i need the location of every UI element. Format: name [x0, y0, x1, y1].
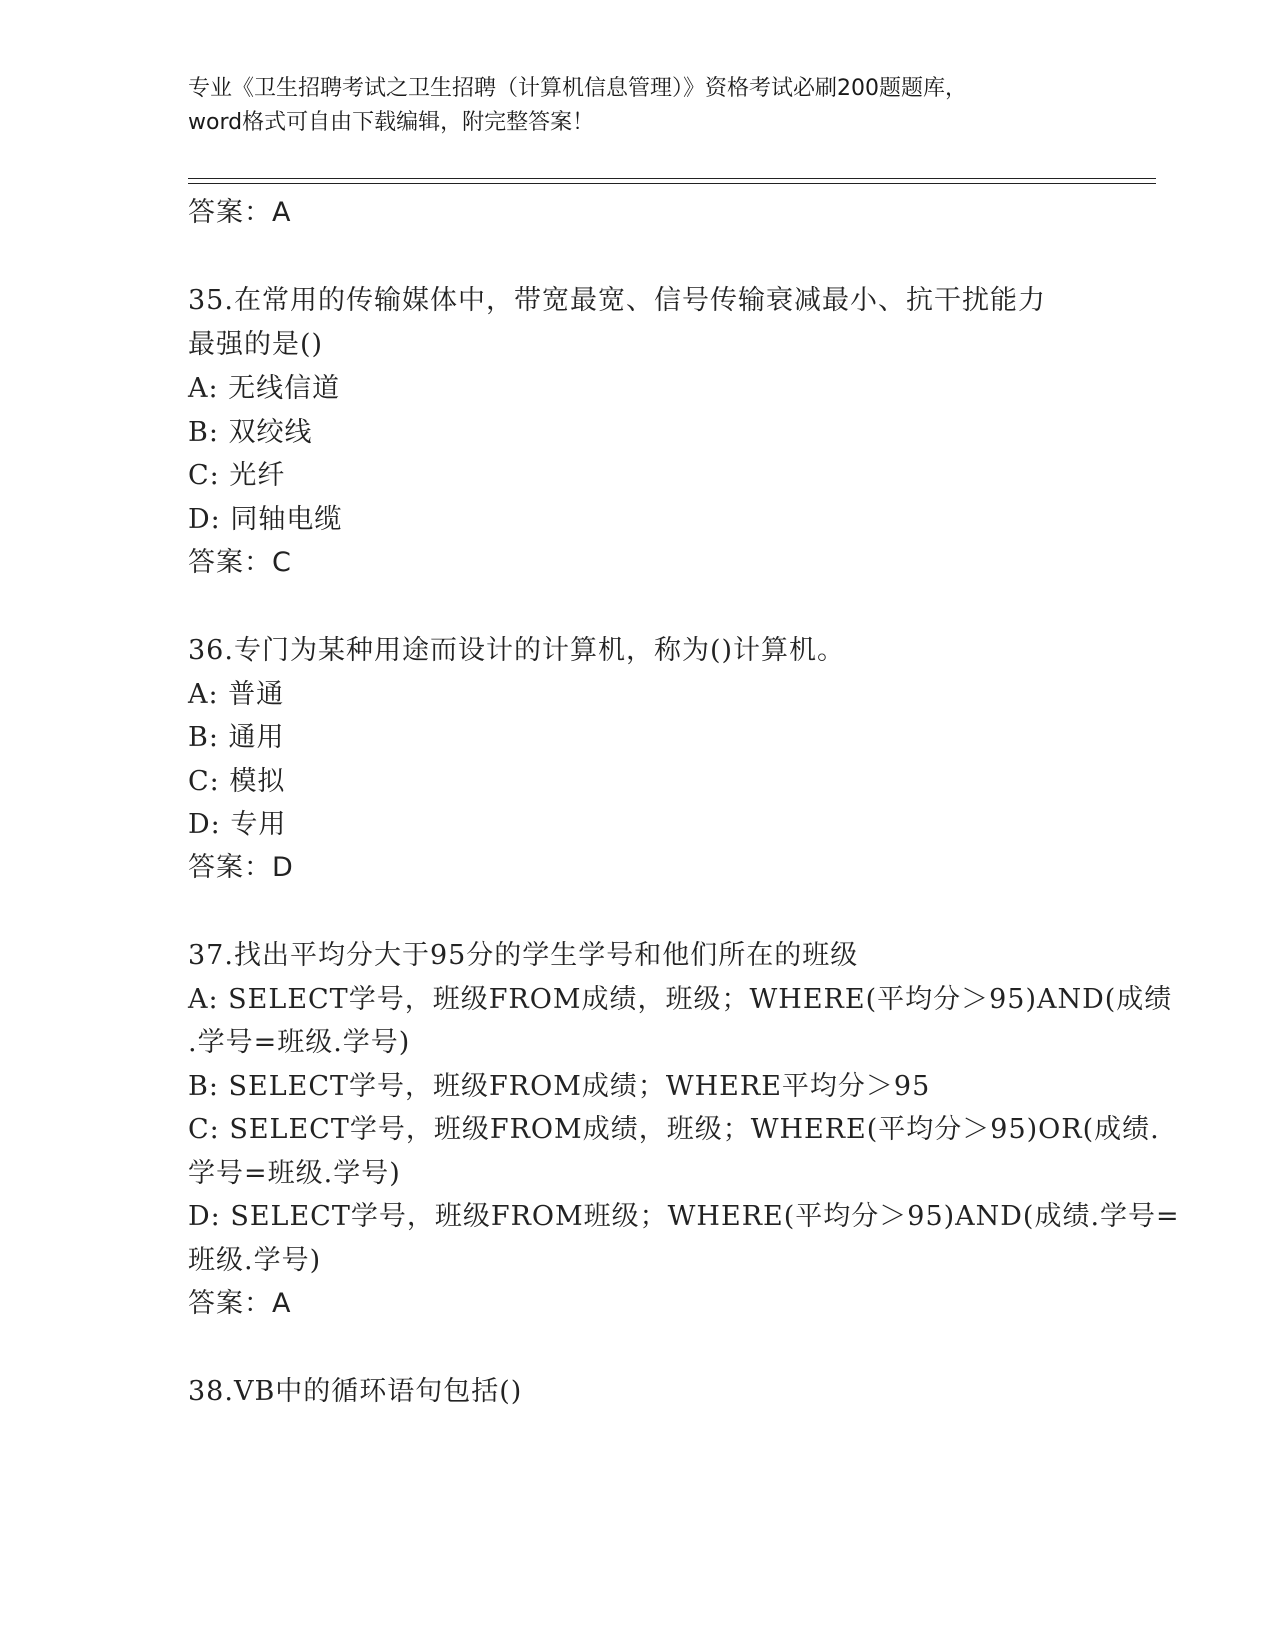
q37-stem: 37.找出平均分大于95分的学生学号和他们所在的班级	[188, 940, 859, 971]
q35-option-d: D: 同轴电缆	[188, 504, 343, 535]
header-line-2: word格式可自由下载编辑，附完整答案！	[188, 110, 595, 135]
q37-option-d-line-2: 班级.学号)	[188, 1245, 322, 1276]
q35-option-a: A: 无线信道	[188, 373, 341, 404]
q36-option-b: B: 通用	[188, 722, 285, 753]
q35-answer: 答案：C	[188, 547, 292, 578]
header-line-1: 专业《卫生招聘考试之卫生招聘（计算机信息管理）》资格考试必刷200题题库，	[188, 76, 967, 101]
header-divider-bottom	[188, 183, 1156, 184]
q37-option-d-line-1: D: SELECT学号，班级FROM班级；WHERE(平均分＞95)AND(成绩.学号=	[188, 1201, 1180, 1232]
q35-stem-line-2: 最强的是()	[188, 329, 324, 360]
q37-option-c-line-1: C: SELECT学号，班级FROM成绩，班级；WHERE(平均分＞95)OR(成绩.	[188, 1114, 1160, 1145]
q36-option-d: D: 专用	[188, 809, 287, 840]
previous-answer: 答案：A	[188, 197, 292, 228]
q37-option-a-line-2: .学号=班级.学号)	[188, 1027, 411, 1058]
q36-option-c: C: 模拟	[188, 766, 286, 797]
page-header	[188, 72, 1088, 140]
q37-answer: 答案：A	[188, 1288, 292, 1319]
q38-stem: 38.VB中的循环语句包括()	[188, 1376, 523, 1407]
q35-stem-line-1: 35.在常用的传输媒体中，带宽最宽、信号传输衰减最小、抗干扰能力	[188, 285, 1046, 316]
q36-answer: 答案：D	[188, 852, 294, 883]
q36-stem: 36.专门为某种用途而设计的计算机，称为()计算机。	[188, 635, 846, 666]
q35-option-b: B: 双绞线	[188, 417, 313, 448]
q36-option-a: A: 普通	[188, 679, 285, 710]
q37-option-b: B: SELECT学号，班级FROM成绩；WHERE平均分＞95	[188, 1071, 931, 1102]
q37-option-a-line-1: A: SELECT学号，班级FROM成绩，班级；WHERE(平均分＞95)AND(成绩	[188, 984, 1173, 1015]
header-divider-top	[188, 178, 1156, 179]
q37-option-c-line-2: 学号=班级.学号)	[188, 1158, 401, 1189]
q35-option-c: C: 光纤	[188, 460, 286, 491]
